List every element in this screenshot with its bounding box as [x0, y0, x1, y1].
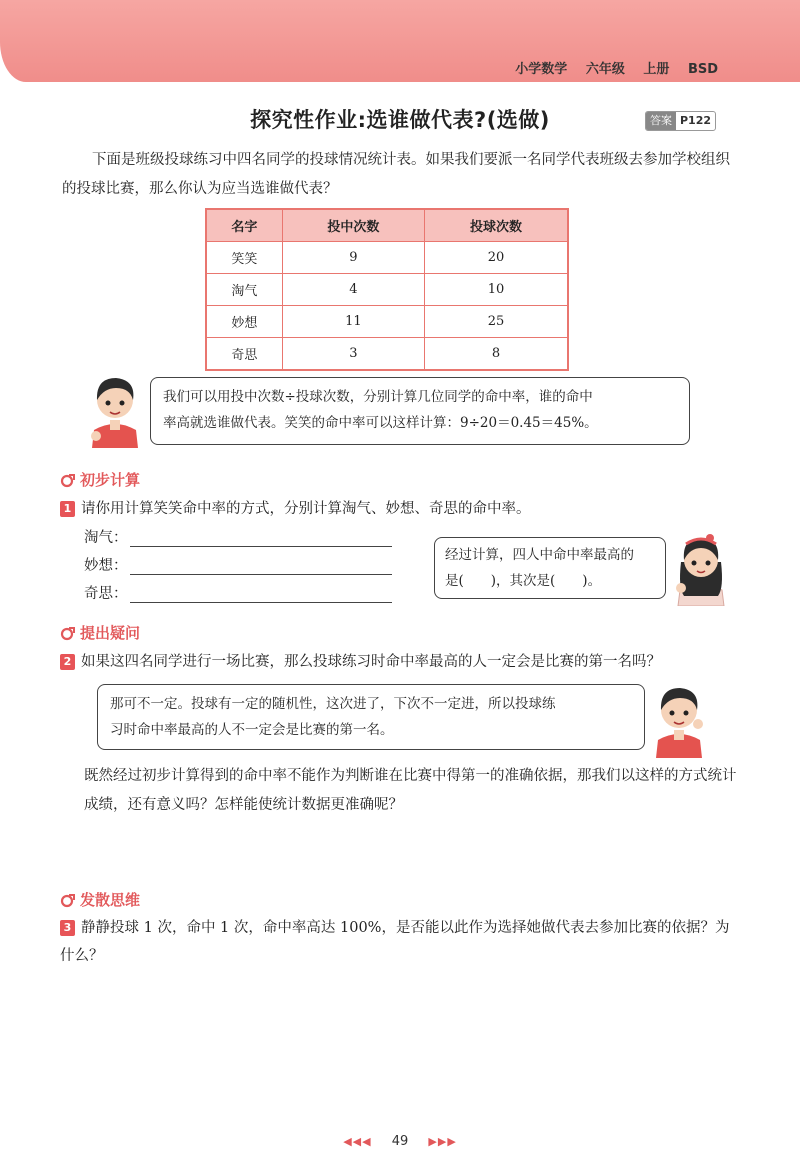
question-number-3: 3	[60, 920, 75, 936]
answer-line-qisi[interactable]	[84, 582, 392, 603]
table-cell: 3	[282, 338, 424, 371]
page-footer	[0, 1134, 800, 1149]
header-meta	[501, 58, 718, 77]
question-2-text: 如果这四名同学进行一场比赛，那么投球练习时命中率最高的人一定会是比赛的第一名吗？	[81, 654, 661, 670]
question-number-1: 1	[60, 501, 75, 517]
table-cell: 笑笑	[206, 242, 282, 274]
table-cell: 9	[282, 242, 424, 274]
table-row	[206, 242, 568, 274]
answer-label-qisi: 奇思：	[84, 586, 128, 602]
speech-bubble-girl	[434, 537, 666, 599]
section-heading-raise-question	[60, 622, 140, 643]
bubble1-line1: 我们可以用投中次数÷投球次数，分别计算几位同学的命中率，谁的命中	[163, 389, 593, 405]
table-cell: 妙想	[206, 306, 282, 338]
next-arrows-icon: ▶▶▶	[428, 1135, 457, 1148]
header-volume: 上册	[643, 62, 670, 77]
answer-line-miaoxiang[interactable]	[84, 554, 392, 575]
bubble1-line2: 率高就选谁做代表。笑笑的命中率可以这样计算：9÷20＝0.45＝45%。	[163, 415, 598, 431]
stats-table	[205, 208, 569, 371]
table-row	[206, 274, 568, 306]
header-grade: 六年级	[585, 62, 625, 77]
section1-heading: 初步计算	[80, 471, 141, 489]
table-cell: 25	[424, 306, 568, 338]
header-edition: BSD	[687, 62, 718, 77]
question-3-text: 静静投球 1 次，命中 1 次，命中率高达 100%，是否能以此作为选择她做代表去参加比赛的依据？为什么？	[60, 920, 730, 964]
section-mark-icon	[60, 892, 76, 908]
page-number: 49	[391, 1134, 409, 1149]
table-cell: 8	[424, 338, 568, 371]
header-subject: 小学数学	[515, 62, 568, 77]
table-cell: 奇思	[206, 338, 282, 371]
boy-avatar-2	[650, 680, 708, 758]
answer-reference[interactable]	[645, 111, 716, 131]
table-row	[206, 306, 568, 338]
table-row	[206, 338, 568, 371]
section-mark-icon	[60, 625, 76, 641]
girl-avatar	[672, 526, 730, 606]
girl-bubble-line1: 经过计算，四人中命中率最高的	[445, 547, 634, 563]
table-header-hits: 投中次数	[282, 209, 424, 242]
table-cell: 淘气	[206, 274, 282, 306]
answer-page: P122	[680, 114, 712, 127]
boy2-bubble-line1: 那可不一定。投球有一定的随机性，这次进了，下次不一定进，所以投球练	[110, 696, 556, 712]
question-1	[60, 495, 750, 523]
section3-heading: 发散思维	[80, 891, 141, 909]
question-2-followup: 既然经过初步计算得到的命中率不能作为判断谁在比赛中得第一的准确依据，那我们以这样的方式统计成绩，还有意义吗？怎样能使统计数据更准确呢？	[84, 768, 737, 813]
answer-label-taoqi: 淘气：	[84, 530, 128, 546]
answer-line-taoqi[interactable]	[84, 526, 392, 547]
table-cell: 20	[424, 242, 568, 274]
prev-arrows-icon: ◀◀◀	[343, 1135, 372, 1148]
question-number-2: 2	[60, 654, 75, 670]
question-3	[60, 914, 740, 970]
section-heading-divergent	[60, 889, 140, 910]
table-header-name: 名字	[206, 209, 282, 242]
girl-bubble-line2: 是( )，其次是( )。	[445, 573, 602, 589]
section-heading-initial-calc	[60, 469, 140, 490]
speech-bubble-boy-1	[150, 377, 690, 445]
table-cell: 4	[282, 274, 424, 306]
question-1-text: 请你用计算笑笑命中率的方式，分别计算淘气、妙想、奇思的命中率。	[81, 501, 531, 517]
page-title: 探究性作业:选谁做代表?(选做)	[250, 108, 550, 132]
table-cell: 10	[424, 274, 568, 306]
speech-bubble-boy-2	[97, 684, 645, 750]
table-cell: 11	[282, 306, 424, 338]
boy-avatar	[86, 370, 144, 448]
question-2	[60, 648, 750, 676]
answer-label: 答案	[646, 112, 676, 130]
section2-heading: 提出疑问	[80, 624, 141, 642]
boy2-bubble-line2: 习时命中率最高的人不一定会是比赛的第一名。	[110, 722, 394, 738]
intro-paragraph: 下面是班级投球练习中四名同学的投球情况统计表。如果我们要派一名同学代表班级去参加学校组织的投球比赛，那么你认为应当选谁做代表？	[62, 152, 730, 197]
answer-label-miaoxiang: 妙想：	[84, 558, 128, 574]
section-mark-icon	[60, 472, 76, 488]
table-header-shots: 投球次数	[424, 209, 568, 242]
